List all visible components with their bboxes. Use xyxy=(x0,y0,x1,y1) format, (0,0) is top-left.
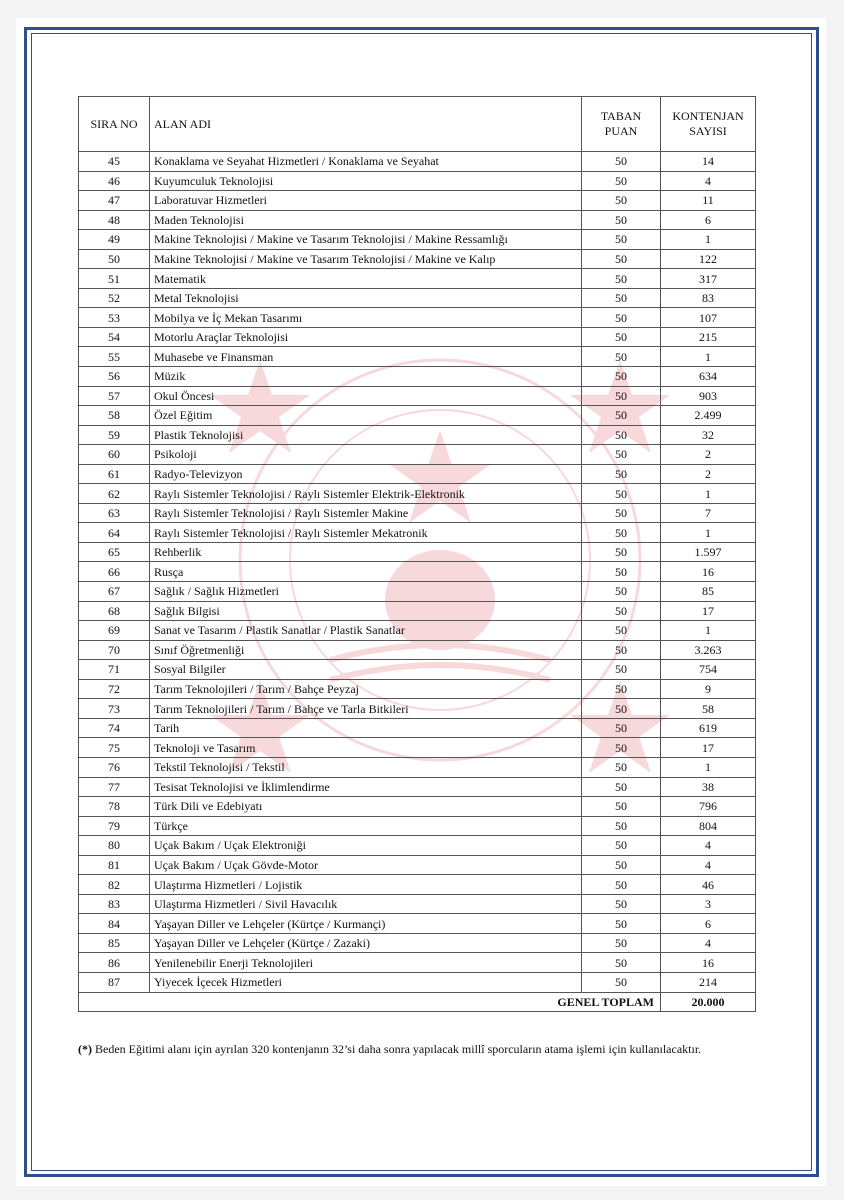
row-alan-adi: Ulaştırma Hizmetleri / Lojistik xyxy=(150,875,582,895)
row-sira-no: 58 xyxy=(79,406,150,426)
row-taban-puan: 50 xyxy=(582,308,661,328)
row-kontenjan: 32 xyxy=(661,425,756,445)
row-kontenjan: 796 xyxy=(661,797,756,817)
row-taban-puan: 50 xyxy=(582,914,661,934)
row-sira-no: 77 xyxy=(79,777,150,797)
row-sira-no: 62 xyxy=(79,484,150,504)
table-row xyxy=(79,621,756,641)
table-row xyxy=(79,171,756,191)
row-kontenjan: 38 xyxy=(661,777,756,797)
row-alan-adi: Rehberlik xyxy=(150,542,582,562)
row-kontenjan: 317 xyxy=(661,269,756,289)
row-kontenjan: 1 xyxy=(661,230,756,250)
row-sira-no: 46 xyxy=(79,171,150,191)
row-taban-puan: 50 xyxy=(582,249,661,269)
row-sira-no: 70 xyxy=(79,640,150,660)
table-row xyxy=(79,640,756,660)
row-alan-adi: Motorlu Araçlar Teknolojisi xyxy=(150,327,582,347)
row-alan-adi: Makine Teknolojisi / Makine ve Tasarım Teknolojisi / Makine Ressamlığı xyxy=(150,230,582,250)
total-value: 20.000 xyxy=(661,992,756,1012)
table-row xyxy=(79,757,756,777)
footnote xyxy=(78,1042,778,1057)
total-row xyxy=(79,992,756,1012)
row-kontenjan: 16 xyxy=(661,953,756,973)
table-row xyxy=(79,327,756,347)
table-row xyxy=(79,464,756,484)
table-row xyxy=(79,445,756,465)
row-taban-puan: 50 xyxy=(582,210,661,230)
row-alan-adi: Tesisat Teknolojisi ve İklimlendirme xyxy=(150,777,582,797)
row-sira-no: 72 xyxy=(79,679,150,699)
row-kontenjan: 2 xyxy=(661,445,756,465)
table-row xyxy=(79,816,756,836)
row-sira-no: 78 xyxy=(79,797,150,817)
row-sira-no: 67 xyxy=(79,582,150,602)
table-row xyxy=(79,972,756,992)
row-taban-puan: 50 xyxy=(582,230,661,250)
row-sira-no: 59 xyxy=(79,425,150,445)
row-sira-no: 87 xyxy=(79,972,150,992)
row-alan-adi: Raylı Sistemler Teknolojisi / Raylı Sistemler Elektrik-Elektronik xyxy=(150,484,582,504)
row-kontenjan: 122 xyxy=(661,249,756,269)
row-taban-puan: 50 xyxy=(582,347,661,367)
row-alan-adi: Yiyecek İçecek Hizmetleri xyxy=(150,972,582,992)
row-alan-adi: Sosyal Bilgiler xyxy=(150,660,582,680)
row-kontenjan: 754 xyxy=(661,660,756,680)
row-kontenjan: 16 xyxy=(661,562,756,582)
row-taban-puan: 50 xyxy=(582,816,661,836)
row-kontenjan: 85 xyxy=(661,582,756,602)
row-sira-no: 51 xyxy=(79,269,150,289)
table-row xyxy=(79,406,756,426)
header-kontenjan-sayisi: KONTENJAN SAYISI xyxy=(661,97,756,152)
row-sira-no: 84 xyxy=(79,914,150,934)
row-taban-puan: 50 xyxy=(582,757,661,777)
row-alan-adi: Yenilenebilir Enerji Teknolojileri xyxy=(150,953,582,973)
row-sira-no: 50 xyxy=(79,249,150,269)
row-kontenjan: 46 xyxy=(661,875,756,895)
row-kontenjan: 1 xyxy=(661,757,756,777)
row-sira-no: 85 xyxy=(79,933,150,953)
row-taban-puan: 50 xyxy=(582,484,661,504)
row-alan-adi: Uçak Bakım / Uçak Gövde-Motor xyxy=(150,855,582,875)
row-taban-puan: 50 xyxy=(582,640,661,660)
table-row xyxy=(79,269,756,289)
table-row xyxy=(79,933,756,953)
table-row xyxy=(79,386,756,406)
row-kontenjan: 4 xyxy=(661,933,756,953)
row-sira-no: 86 xyxy=(79,953,150,973)
row-kontenjan: 3 xyxy=(661,894,756,914)
row-kontenjan: 903 xyxy=(661,386,756,406)
row-alan-adi: Plastik Teknolojisi xyxy=(150,425,582,445)
row-taban-puan: 50 xyxy=(582,406,661,426)
row-sira-no: 61 xyxy=(79,464,150,484)
table-row xyxy=(79,230,756,250)
row-sira-no: 64 xyxy=(79,523,150,543)
row-taban-puan: 50 xyxy=(582,894,661,914)
table-row xyxy=(79,347,756,367)
row-kontenjan: 4 xyxy=(661,836,756,856)
row-alan-adi: Tarım Teknolojileri / Tarım / Bahçe ve Tarla Bitkileri xyxy=(150,699,582,719)
row-taban-puan: 50 xyxy=(582,386,661,406)
row-sira-no: 82 xyxy=(79,875,150,895)
row-taban-puan: 50 xyxy=(582,738,661,758)
header-alan-adi: ALAN ADI xyxy=(150,97,582,152)
row-sira-no: 73 xyxy=(79,699,150,719)
table-row xyxy=(79,953,756,973)
table-header-row xyxy=(79,97,756,152)
row-taban-puan: 50 xyxy=(582,503,661,523)
table-row xyxy=(79,797,756,817)
row-sira-no: 48 xyxy=(79,210,150,230)
header-sira-no: SIRA NO xyxy=(79,97,150,152)
row-sira-no: 76 xyxy=(79,757,150,777)
row-alan-adi: Maden Teknolojisi xyxy=(150,210,582,230)
row-sira-no: 45 xyxy=(79,152,150,172)
row-taban-puan: 50 xyxy=(582,367,661,387)
row-alan-adi: Yaşayan Diller ve Lehçeler (Kürtçe / Zazaki) xyxy=(150,933,582,953)
table-row xyxy=(79,875,756,895)
row-sira-no: 75 xyxy=(79,738,150,758)
row-sira-no: 53 xyxy=(79,308,150,328)
table-body xyxy=(79,152,756,993)
table-row xyxy=(79,601,756,621)
header-taban-puan: TABAN PUAN xyxy=(582,97,661,152)
table-row xyxy=(79,679,756,699)
row-kontenjan: 9 xyxy=(661,679,756,699)
row-alan-adi: Özel Eğitim xyxy=(150,406,582,426)
row-alan-adi: Okul Öncesi xyxy=(150,386,582,406)
row-sira-no: 66 xyxy=(79,562,150,582)
row-taban-puan: 50 xyxy=(582,699,661,719)
row-alan-adi: Ulaştırma Hizmetleri / Sivil Havacılık xyxy=(150,894,582,914)
row-kontenjan: 17 xyxy=(661,601,756,621)
row-taban-puan: 50 xyxy=(582,601,661,621)
row-alan-adi: Türk Dili ve Edebiyatı xyxy=(150,797,582,817)
row-kontenjan: 4 xyxy=(661,855,756,875)
row-taban-puan: 50 xyxy=(582,562,661,582)
row-taban-puan: 50 xyxy=(582,953,661,973)
row-alan-adi: Uçak Bakım / Uçak Elektroniği xyxy=(150,836,582,856)
row-alan-adi: Makine Teknolojisi / Makine ve Tasarım Teknolojisi / Makine ve Kalıp xyxy=(150,249,582,269)
row-taban-puan: 50 xyxy=(582,464,661,484)
row-alan-adi: Raylı Sistemler Teknolojisi / Raylı Sistemler Makine xyxy=(150,503,582,523)
row-alan-adi: Psikoloji xyxy=(150,445,582,465)
row-taban-puan: 50 xyxy=(582,582,661,602)
table-row xyxy=(79,542,756,562)
row-alan-adi: Kuyumculuk Teknolojisi xyxy=(150,171,582,191)
row-kontenjan: 11 xyxy=(661,191,756,211)
row-kontenjan: 804 xyxy=(661,816,756,836)
row-taban-puan: 50 xyxy=(582,933,661,953)
row-taban-puan: 50 xyxy=(582,718,661,738)
row-kontenjan: 107 xyxy=(661,308,756,328)
row-alan-adi: Konaklama ve Seyahat Hizmetleri / Konaklama ve Seyahat xyxy=(150,152,582,172)
row-alan-adi: Rusça xyxy=(150,562,582,582)
row-taban-puan: 50 xyxy=(582,836,661,856)
row-kontenjan: 83 xyxy=(661,288,756,308)
row-taban-puan: 50 xyxy=(582,445,661,465)
row-kontenjan: 6 xyxy=(661,210,756,230)
row-kontenjan: 215 xyxy=(661,327,756,347)
row-alan-adi: Yaşayan Diller ve Lehçeler (Kürtçe / Kurmançi) xyxy=(150,914,582,934)
row-kontenjan: 6 xyxy=(661,914,756,934)
table-row xyxy=(79,718,756,738)
table-row xyxy=(79,914,756,934)
row-sira-no: 60 xyxy=(79,445,150,465)
table-row xyxy=(79,191,756,211)
row-taban-puan: 50 xyxy=(582,855,661,875)
row-taban-puan: 50 xyxy=(582,425,661,445)
table-row xyxy=(79,699,756,719)
row-alan-adi: Sağlık Bilgisi xyxy=(150,601,582,621)
row-alan-adi: Sanat ve Tasarım / Plastik Sanatlar / Plastik Sanatlar xyxy=(150,621,582,641)
row-alan-adi: Matematik xyxy=(150,269,582,289)
row-kontenjan: 1.597 xyxy=(661,542,756,562)
row-sira-no: 74 xyxy=(79,718,150,738)
row-kontenjan: 7 xyxy=(661,503,756,523)
table-row xyxy=(79,210,756,230)
row-alan-adi: Tekstil Teknolojisi / Tekstil xyxy=(150,757,582,777)
row-taban-puan: 50 xyxy=(582,660,661,680)
footnote-marker: (*) xyxy=(78,1042,92,1056)
row-alan-adi: Laboratuvar Hizmetleri xyxy=(150,191,582,211)
row-taban-puan: 50 xyxy=(582,269,661,289)
row-alan-adi: Tarım Teknolojileri / Tarım / Bahçe Peyzaj xyxy=(150,679,582,699)
row-alan-adi: Müzik xyxy=(150,367,582,387)
table-row xyxy=(79,425,756,445)
table-row xyxy=(79,894,756,914)
table-row xyxy=(79,562,756,582)
table-row xyxy=(79,288,756,308)
row-sira-no: 52 xyxy=(79,288,150,308)
row-sira-no: 65 xyxy=(79,542,150,562)
row-sira-no: 80 xyxy=(79,836,150,856)
row-alan-adi: Türkçe xyxy=(150,816,582,836)
row-sira-no: 47 xyxy=(79,191,150,211)
row-alan-adi: Muhasebe ve Finansman xyxy=(150,347,582,367)
row-kontenjan: 1 xyxy=(661,621,756,641)
row-kontenjan: 2.499 xyxy=(661,406,756,426)
row-sira-no: 49 xyxy=(79,230,150,250)
row-kontenjan: 1 xyxy=(661,347,756,367)
kontenjan-table xyxy=(78,96,756,1012)
row-sira-no: 71 xyxy=(79,660,150,680)
row-taban-puan: 50 xyxy=(582,797,661,817)
row-taban-puan: 50 xyxy=(582,171,661,191)
row-sira-no: 69 xyxy=(79,621,150,641)
row-taban-puan: 50 xyxy=(582,621,661,641)
row-sira-no: 83 xyxy=(79,894,150,914)
table-row xyxy=(79,367,756,387)
row-alan-adi: Tarih xyxy=(150,718,582,738)
row-sira-no: 55 xyxy=(79,347,150,367)
row-kontenjan: 58 xyxy=(661,699,756,719)
row-alan-adi: Sağlık / Sağlık Hizmetleri xyxy=(150,582,582,602)
row-alan-adi: Raylı Sistemler Teknolojisi / Raylı Sistemler Mekatronik xyxy=(150,523,582,543)
row-taban-puan: 50 xyxy=(582,327,661,347)
row-alan-adi: Sınıf Öğretmenliği xyxy=(150,640,582,660)
footnote-text: Beden Eğitimi alanı için ayrılan 320 kontenjanın 32’si daha sonra yapılacak millî sporcuların atama işlemi için kullanılacaktır. xyxy=(92,1042,702,1056)
row-sira-no: 81 xyxy=(79,855,150,875)
row-taban-puan: 50 xyxy=(582,523,661,543)
row-taban-puan: 50 xyxy=(582,288,661,308)
row-kontenjan: 634 xyxy=(661,367,756,387)
row-sira-no: 57 xyxy=(79,386,150,406)
row-sira-no: 54 xyxy=(79,327,150,347)
row-taban-puan: 50 xyxy=(582,777,661,797)
row-kontenjan: 14 xyxy=(661,152,756,172)
table-row xyxy=(79,503,756,523)
row-sira-no: 56 xyxy=(79,367,150,387)
row-kontenjan: 17 xyxy=(661,738,756,758)
table-row xyxy=(79,660,756,680)
row-kontenjan: 214 xyxy=(661,972,756,992)
row-taban-puan: 50 xyxy=(582,875,661,895)
row-kontenjan: 1 xyxy=(661,484,756,504)
table-row xyxy=(79,777,756,797)
row-taban-puan: 50 xyxy=(582,972,661,992)
row-taban-puan: 50 xyxy=(582,191,661,211)
row-kontenjan: 1 xyxy=(661,523,756,543)
row-taban-puan: 50 xyxy=(582,679,661,699)
row-alan-adi: Mobilya ve İç Mekan Tasarımı xyxy=(150,308,582,328)
row-alan-adi: Radyo-Televizyon xyxy=(150,464,582,484)
table-row xyxy=(79,855,756,875)
total-label: GENEL TOPLAM xyxy=(79,992,661,1012)
row-kontenjan: 3.263 xyxy=(661,640,756,660)
table-row xyxy=(79,738,756,758)
table-row xyxy=(79,152,756,172)
row-kontenjan: 2 xyxy=(661,464,756,484)
row-sira-no: 79 xyxy=(79,816,150,836)
row-taban-puan: 50 xyxy=(582,542,661,562)
row-sira-no: 68 xyxy=(79,601,150,621)
table-row xyxy=(79,308,756,328)
row-sira-no: 63 xyxy=(79,503,150,523)
table-row xyxy=(79,582,756,602)
row-kontenjan: 4 xyxy=(661,171,756,191)
row-alan-adi: Metal Teknolojisi xyxy=(150,288,582,308)
row-kontenjan: 619 xyxy=(661,718,756,738)
table-row xyxy=(79,484,756,504)
row-taban-puan: 50 xyxy=(582,152,661,172)
row-alan-adi: Teknoloji ve Tasarım xyxy=(150,738,582,758)
table-row xyxy=(79,249,756,269)
table-row xyxy=(79,523,756,543)
table-row xyxy=(79,836,756,856)
